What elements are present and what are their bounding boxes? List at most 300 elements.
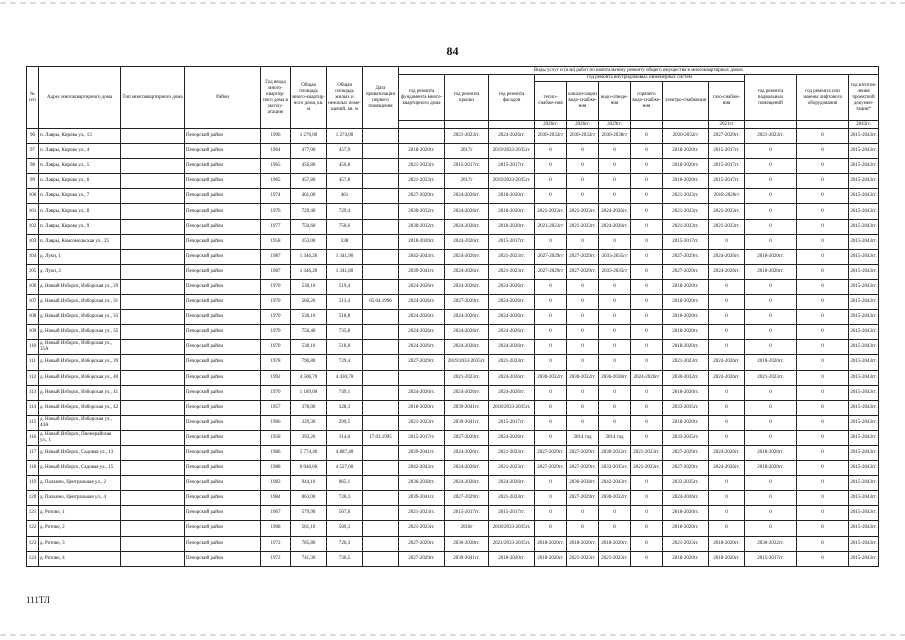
cell-roof: 2024-2026гг.	[445, 325, 489, 340]
cell-foundation: 2024-2026гг.	[399, 310, 445, 325]
cell-roof: 2024-2026гг.	[445, 234, 489, 249]
cell-sewer: 2021-2023гг.	[567, 551, 599, 566]
subheader-gas: 2021гг	[709, 121, 745, 129]
cell-gas: 0	[709, 325, 745, 340]
cell-cold-water: 0	[599, 159, 631, 174]
cell-district: Печорский район	[185, 385, 261, 400]
cell-roof: 2021-2023гг.	[445, 129, 489, 144]
cell-gas: 2024-2026гг.	[709, 461, 745, 476]
cell-docs: 2015-2043гг.	[849, 400, 879, 415]
table-row	[27, 234, 879, 249]
cell-elevator: 0	[797, 234, 849, 249]
cell-cold-water: 2030-2032гг.	[599, 491, 631, 506]
cell-year: 1972	[261, 551, 291, 566]
cell-type	[121, 204, 185, 219]
cell-roof: 2019/2033-2035гг.	[445, 355, 489, 370]
cell-docs: 2015-2043гг.	[849, 325, 879, 340]
cell-number: 113	[27, 385, 39, 400]
cell-district: Печорский район	[185, 355, 261, 370]
cell-foundation: 2015-2017гг.	[399, 430, 445, 445]
cell-type	[121, 279, 185, 294]
cell-type	[121, 189, 185, 204]
cell-type	[121, 445, 185, 460]
cell-address: д. Ротово, 3	[39, 536, 121, 551]
cell-type	[121, 174, 185, 189]
cell-address: п. Лавры, Кирова ул., 4	[39, 144, 121, 159]
cell-elevator: 0	[797, 189, 849, 204]
cell-facade: 2015-2017гг.	[489, 159, 535, 174]
table-row	[27, 144, 879, 159]
cell-elevator: 0	[797, 129, 849, 144]
header-elevator: год ремонта или замены лифтового оборудования	[797, 75, 849, 121]
cell-elevator: 0	[797, 325, 849, 340]
cell-cold-water: 2042-2043гг.	[599, 476, 631, 491]
cell-docs: 2015-2043гг.	[849, 310, 879, 325]
cell-address: п. Лавры, Кирова ул., 13	[39, 129, 121, 144]
cell-electric: 2021-2023гг.	[663, 355, 709, 370]
cell-roof: 2024-2026гг.	[445, 204, 489, 219]
cell-type	[121, 491, 185, 506]
cell-living-area: 749,1	[327, 385, 363, 400]
cell-year: 1970	[261, 310, 291, 325]
cell-facade: 2024-2026гг.	[489, 279, 535, 294]
cell-heat: 0	[535, 400, 567, 415]
cell-year: 1977	[261, 219, 291, 234]
subheader-heat: 2026гг.	[535, 121, 567, 129]
cell-gas: 2015-2017гг.	[709, 144, 745, 159]
cell-electric: 2021-2023гг.	[663, 189, 709, 204]
cell-hot-water: 2021-2023гг.	[631, 445, 663, 460]
cell-electric: 2033-2035гг.	[663, 400, 709, 415]
header-foundation: год ремонта фундамента много-квартирного дома	[399, 75, 445, 121]
cell-foundation: 2039-2041гг.	[399, 445, 445, 460]
cell-living-area: 750,6	[327, 219, 363, 234]
cell-number: 110	[27, 340, 39, 355]
cell-roof: 2024-2026гг.	[445, 445, 489, 460]
cell-electric: 2033-2035гг.	[663, 430, 709, 445]
cell-electric: 2030-2032гг.	[663, 370, 709, 385]
cell-year: 1966	[261, 415, 291, 430]
cell-living-area: 328,3	[327, 400, 363, 415]
cell-year: 1958	[261, 234, 291, 249]
cell-heat: 0	[535, 506, 567, 521]
table-row	[27, 461, 879, 476]
cell-basement: 2021-2023гг.	[745, 129, 797, 144]
cell-number: 123	[27, 536, 39, 551]
cell-roof: 2039-2041гг.	[445, 400, 489, 415]
cell-electric: 2018-2020гг.	[663, 144, 709, 159]
cell-cold-water: 2036-2038гг.	[599, 370, 631, 385]
cell-district: Печорский район	[185, 415, 261, 430]
cell-total-area: 457,80	[291, 174, 327, 189]
cell-facade: 2024-2026гг.	[489, 385, 535, 400]
cell-total-area: 1 276,00	[291, 129, 327, 144]
cell-facade: 2024-2026гг.	[489, 295, 535, 310]
table-row	[27, 295, 879, 310]
cell-type	[121, 536, 185, 551]
cell-privatization-date	[363, 159, 399, 174]
cell-year: 1970	[261, 295, 291, 310]
cell-basement: 0	[745, 415, 797, 430]
table-row	[27, 189, 879, 204]
cell-hot-water: 0	[631, 234, 663, 249]
cell-type	[121, 325, 185, 340]
cell-privatization-date	[363, 129, 399, 144]
cell-foundation: 2021-2023гг.	[399, 159, 445, 174]
cell-heat: 2018-2020гг.	[535, 551, 567, 566]
cell-address: д. Новый Изборск, Изборская ул., 44А	[39, 415, 121, 430]
cell-total-area: 1 346,20	[291, 249, 327, 264]
header-cold-water: водо-отведе-ния	[599, 82, 631, 121]
footer-code: 111ТЛ	[26, 595, 50, 605]
cell-gas: 2021-2023гг.	[709, 219, 745, 234]
cell-cold-water: 0	[599, 234, 631, 249]
cell-type	[121, 370, 185, 385]
table-row	[27, 310, 879, 325]
cell-cold-water: 2018-2020гг.	[599, 536, 631, 551]
cell-elevator: 0	[797, 204, 849, 219]
cell-year: 1976	[261, 204, 291, 219]
cell-cold-water: 0	[599, 355, 631, 370]
cell-number: 108	[27, 310, 39, 325]
cell-gas: 0	[709, 506, 745, 521]
cell-heat: 0	[535, 310, 567, 325]
cell-total-area: 1 346,20	[291, 264, 327, 279]
cell-total-area: 538,10	[291, 279, 327, 294]
cell-roof: 2024-2026гг.	[445, 310, 489, 325]
cell-roof: 2024-2026гг.	[445, 279, 489, 294]
cell-facade: 2024-2026гг.	[489, 325, 535, 340]
cell-gas: 0	[709, 521, 745, 536]
cell-sewer: 0	[567, 234, 599, 249]
cell-elevator: 0	[797, 340, 849, 355]
cell-address: д. Ротово, 4	[39, 551, 121, 566]
header-engineering-group: год ремонта внутридомовых инженерных систем	[535, 75, 745, 82]
cell-gas: 2027-2029гг.	[709, 129, 745, 144]
cell-hot-water: 0	[631, 219, 663, 234]
cell-elevator: 0	[797, 310, 849, 325]
cell-living-area: 4 887,40	[327, 445, 363, 460]
cell-total-area: 5 774,40	[291, 445, 327, 460]
cell-docs: 2015-2043гг.	[849, 295, 879, 310]
cell-electric: 2018-2020гг.	[663, 521, 709, 536]
cell-address: д. Новый Изборск, Изборская ул., 40	[39, 370, 121, 385]
cell-hot-water: 0	[631, 144, 663, 159]
cell-sewer: 0	[567, 174, 599, 189]
cell-elevator: 0	[797, 355, 849, 370]
cell-year: 1964	[261, 144, 291, 159]
cell-docs: 2015-2043гг.	[849, 174, 879, 189]
cell-privatization-date	[363, 264, 399, 279]
cell-basement: 0	[745, 340, 797, 355]
cell-privatization-date	[363, 415, 399, 430]
cell-cold-water: 0	[599, 325, 631, 340]
table-row	[27, 521, 879, 536]
cell-district: Печорский район	[185, 174, 261, 189]
cell-district: Печорский район	[185, 551, 261, 566]
cell-electric: 2018-2020гг.	[663, 279, 709, 294]
cell-privatization-date	[363, 325, 399, 340]
scan-edge-bottom	[0, 634, 905, 636]
cell-privatization-date	[363, 340, 399, 355]
cell-living-area: 735,8	[327, 325, 363, 340]
header-privatization-date: Дата приватизации первого помещения	[363, 67, 399, 129]
cell-basement: 0	[745, 144, 797, 159]
cell-year: 1972	[261, 536, 291, 551]
cell-electric: 2018-2020гг.	[663, 340, 709, 355]
cell-number: 97	[27, 144, 39, 159]
cell-number: 107	[27, 295, 39, 310]
cell-basement: 0	[745, 400, 797, 415]
cell-gas: 2018-2020гг.	[709, 551, 745, 566]
cell-address: д. Палкино, Центральная ул., 4	[39, 491, 121, 506]
cell-year: 1970	[261, 325, 291, 340]
cell-sewer: 0	[567, 159, 599, 174]
cell-docs: 2015-2043гг.	[849, 249, 879, 264]
cell-hot-water: 0	[631, 476, 663, 491]
cell-gas: 0	[709, 430, 745, 445]
subheader-hot-water	[631, 121, 663, 129]
cell-roof: 2024-2026гг.	[445, 249, 489, 264]
cell-address: д. Новый Изборск, Изборская ул., 35	[39, 325, 121, 340]
cell-elevator: 0	[797, 521, 849, 536]
table-row	[27, 219, 879, 234]
cell-foundation: 2027-2029гг.	[399, 189, 445, 204]
cell-heat: 2027-2029гг.	[535, 445, 567, 460]
cell-roof: 2024-2026гг.	[445, 219, 489, 234]
cell-heat: 0	[535, 491, 567, 506]
cell-privatization-date	[363, 189, 399, 204]
cell-heat: 0	[535, 234, 567, 249]
cell-docs: 2015-2043гг.	[849, 430, 879, 445]
cell-electric: 2021-2023гг.	[663, 204, 709, 219]
cell-elevator: 0	[797, 370, 849, 385]
table-row	[27, 129, 879, 144]
cell-type	[121, 219, 185, 234]
cell-hot-water: 0	[631, 340, 663, 355]
cell-type	[121, 234, 185, 249]
header-total-area: Общая площадь много-квартир-ного дома, кв. м	[291, 67, 327, 129]
cell-gas: 2024-2026гг.	[709, 355, 745, 370]
cell-docs: 2015-2043гг.	[849, 521, 879, 536]
cell-electric: 2033-2035гг.	[663, 476, 709, 491]
cell-basement: 0	[745, 325, 797, 340]
cell-hot-water: 2021-2023гг.	[631, 461, 663, 476]
cell-facade: 2024-2026гг.	[489, 476, 535, 491]
cell-district: Печорский район	[185, 325, 261, 340]
cell-heat: 0	[535, 415, 567, 430]
cell-facade: 2024-2026гг.	[489, 370, 535, 385]
cell-foundation: 2027-2029гг.	[399, 551, 445, 566]
cell-number: 96	[27, 129, 39, 144]
cell-electric: 2015-2017гг.	[663, 234, 709, 249]
cell-electric: 2030-2032гг	[663, 129, 709, 144]
cell-privatization-date	[363, 204, 399, 219]
table-row	[27, 249, 879, 264]
cell-foundation: 2024-2026гг.	[399, 295, 445, 310]
cell-address: п. Лавры, Кирова ул., 9	[39, 219, 121, 234]
cell-heat: 0	[535, 189, 567, 204]
cell-living-area: 299,5	[327, 415, 363, 430]
cell-basement: 0	[745, 310, 797, 325]
cell-basement: 0	[745, 430, 797, 445]
cell-gas: 0	[709, 295, 745, 310]
cell-number: 111	[27, 355, 39, 370]
cell-number: 119	[27, 476, 39, 491]
cell-electric: 2018-2020гг.	[663, 506, 709, 521]
cell-type	[121, 310, 185, 325]
cell-facade: 2021-2023гг.	[489, 491, 535, 506]
cell-address: д. Ротово, 2	[39, 521, 121, 536]
header-basement: год ремонта подвальных помещений	[745, 75, 797, 121]
cell-district: Печорский район	[185, 295, 261, 310]
table-row	[27, 385, 879, 400]
cell-privatization-date	[363, 445, 399, 460]
cell-roof: 2024-2026гг.	[445, 264, 489, 279]
cell-living-area: 314,6	[327, 430, 363, 445]
cell-gas: 2024-2026гг.	[709, 445, 745, 460]
cell-number: 105	[27, 264, 39, 279]
cell-privatization-date	[363, 249, 399, 264]
cell-elevator: 0	[797, 400, 849, 415]
cell-basement: 0	[745, 159, 797, 174]
cell-foundation: 2021-2023гг.	[399, 506, 445, 521]
cell-number: 124	[27, 551, 39, 566]
table-row	[27, 491, 879, 506]
cell-roof: 2017г	[445, 144, 489, 159]
cell-basement: 0	[745, 476, 797, 491]
cell-docs: 2015-2043гг.	[849, 355, 879, 370]
cell-gas: 0	[709, 491, 745, 506]
cell-electric: 2018-2020гг.	[663, 174, 709, 189]
cell-living-area: 1 341,80	[327, 264, 363, 279]
cell-living-area: 1 341,90	[327, 249, 363, 264]
cell-address: д. Новый Изборск, Изборская ул., 29	[39, 279, 121, 294]
header-facade: год ремонта фасадов	[489, 75, 535, 121]
cell-number: 98	[27, 159, 39, 174]
cell-living-area: 4 527,60	[327, 461, 363, 476]
cell-privatization-date	[363, 491, 399, 506]
header-type: Тип многоквартирного дома	[121, 67, 185, 129]
cell-year: 1992	[261, 370, 291, 385]
cell-roof: 2024-2026гг.	[445, 340, 489, 355]
cell-year: 1965	[261, 174, 291, 189]
table-row	[27, 264, 879, 279]
cell-district: Печорский район	[185, 219, 261, 234]
cell-sewer: 0	[567, 295, 599, 310]
cell-cold-water: 2033-2035гг.	[599, 461, 631, 476]
cell-roof: 2027-2029гг.	[445, 491, 489, 506]
cell-privatization-date	[363, 310, 399, 325]
cell-hot-water: 0	[631, 551, 663, 566]
cell-number: 114	[27, 400, 39, 415]
cell-number: 112	[27, 370, 39, 385]
cell-total-area: 579,90	[291, 506, 327, 521]
cell-elevator: 0	[797, 476, 849, 491]
cell-facade: 2019/2033-2035гг.	[489, 174, 535, 189]
cell-type	[121, 249, 185, 264]
cell-heat: 0	[535, 295, 567, 310]
cell-gas: 2021-2023гг.	[709, 204, 745, 219]
cell-docs: 2015-2043гг.	[849, 370, 879, 385]
cell-facade: 2024-2026гг.	[489, 430, 535, 445]
cell-type	[121, 144, 185, 159]
cell-docs: 2015-2043гг.	[849, 144, 879, 159]
cell-year: 1968	[261, 521, 291, 536]
cell-heat: 2027-2029гг	[535, 249, 567, 264]
cell-year: 1987	[261, 249, 291, 264]
cell-heat: 2018-2020гг.	[535, 536, 567, 551]
subheader-cold-water: 2029гг.	[599, 121, 631, 129]
cell-gas: 0	[709, 234, 745, 249]
cell-sewer: 0	[567, 506, 599, 521]
cell-heat: 0	[535, 430, 567, 445]
cell-heat: 0	[535, 340, 567, 355]
cell-docs: 2015-2043гг.	[849, 385, 879, 400]
cell-heat: 2027-2029гг	[535, 264, 567, 279]
cell-sewer: 2018-2020гг.	[567, 536, 599, 551]
cell-foundation: 2027-2029гг.	[399, 536, 445, 551]
cell-heat: 0	[535, 144, 567, 159]
cell-cold-water: 0	[599, 310, 631, 325]
cell-type	[121, 340, 185, 355]
cell-district: Печорский район	[185, 476, 261, 491]
cell-privatization-date	[363, 355, 399, 370]
cell-cold-water: 0	[599, 279, 631, 294]
cell-year: 1970	[261, 385, 291, 400]
table-row	[27, 400, 879, 415]
cell-number: 99	[27, 174, 39, 189]
cell-roof: 2017г	[445, 174, 489, 189]
cell-basement: 0	[745, 506, 797, 521]
cell-foundation: 2024-2026гг.	[399, 325, 445, 340]
cell-basement: 0	[745, 219, 797, 234]
cell-facade: 2021-2023гг.	[489, 249, 535, 264]
cell-foundation: 2036-2038гг.	[399, 476, 445, 491]
cell-sewer: 2014 год	[567, 430, 599, 445]
cell-sewer: 0	[567, 400, 599, 415]
cell-basement: 2018-2020гг.	[745, 264, 797, 279]
cell-district: Печорский район	[185, 461, 261, 476]
cell-sewer: 0	[567, 189, 599, 204]
cell-district: Печорский район	[185, 340, 261, 355]
cell-address: д. Новый Изборск, Изборская ул., 39	[39, 355, 121, 370]
cell-facade: 2015-2017гг.	[489, 506, 535, 521]
cell-gas: 0	[709, 476, 745, 491]
table-row	[27, 536, 879, 551]
cell-number: 118	[27, 461, 39, 476]
cell-foundation: 2021-2023гг.	[399, 415, 445, 430]
cell-gas: 2018-2020гг.	[709, 536, 745, 551]
cell-roof: 2018г	[445, 521, 489, 536]
cell-docs: 2015-2043гг.	[849, 189, 879, 204]
cell-address: д. Ротово, 1	[39, 506, 121, 521]
page-number: 84	[446, 44, 459, 58]
cell-docs: 2015-2043гг.	[849, 445, 879, 460]
cell-privatization-date	[363, 144, 399, 159]
cell-heat: 2030-2032гг	[535, 129, 567, 144]
cell-heat: 2021-2023гг.	[535, 204, 567, 219]
table-row	[27, 370, 879, 385]
cell-cold-water: 0	[599, 415, 631, 430]
cell-gas: 2018-2020гг	[709, 189, 745, 204]
cell-cold-water: 2030-2032гг.	[599, 445, 631, 460]
cell-type	[121, 355, 185, 370]
cell-cold-water: 0	[599, 521, 631, 536]
cell-type	[121, 506, 185, 521]
cell-hot-water: 0	[631, 355, 663, 370]
header-sewer: канали-зации водо-снабже-ния	[567, 82, 599, 121]
